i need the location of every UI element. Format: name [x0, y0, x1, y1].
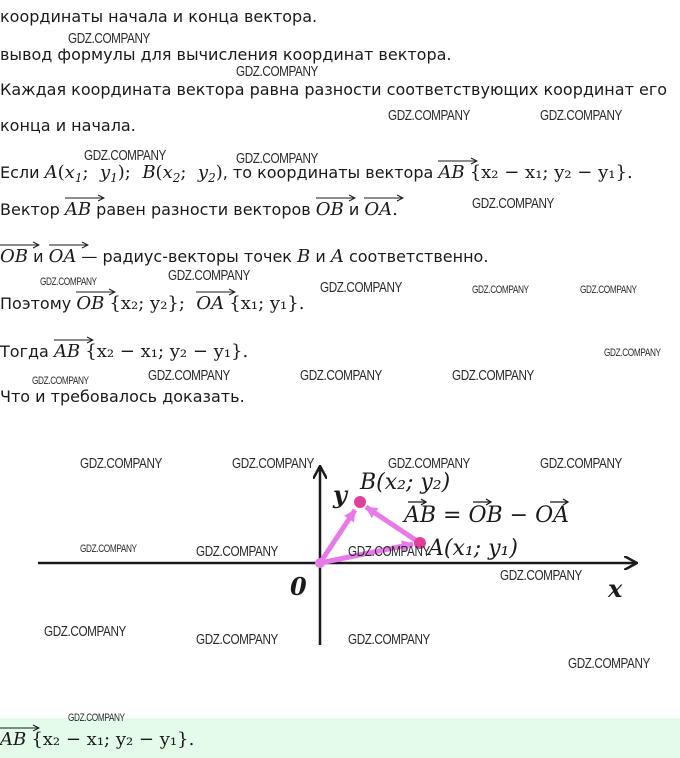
watermark: GDZ.COMPANY — [236, 150, 318, 167]
watermark: GDZ.COMPANY — [604, 347, 661, 359]
watermark: GDZ.COMPANY — [320, 279, 402, 296]
label-point-a: A(x₁; y₁) — [428, 536, 518, 561]
text-line-1: координаты начала и конца вектора. — [0, 7, 318, 26]
watermark: GDZ.COMPANY — [40, 276, 97, 288]
formula-line-therefore: Поэтому OB {x₂; y₂}; OA {x₁; y₁}. — [0, 293, 304, 315]
watermark: GDZ.COMPANY — [452, 367, 534, 384]
point-b — [354, 496, 366, 508]
watermark: GDZ.COMPANY — [148, 367, 230, 384]
watermark: GDZ.COMPANY — [300, 367, 382, 384]
formula-line-radius: OB и OA — радиус-векторы точек B и A соответственно. — [0, 246, 488, 268]
vector-ab: AB — [438, 162, 464, 184]
text-line-3: Каждая координата вектора равна разности соответствующих координат его — [0, 80, 668, 99]
watermark: GDZ.COMPANY — [348, 543, 430, 560]
text-line-2: вывод формулы для вычисления координат вектора. — [0, 45, 452, 64]
answer-coordinates: {x₂ − x₁; y₂ − y₁}. — [31, 729, 195, 750]
watermark: GDZ.COMPANY — [80, 455, 162, 472]
watermark: GDZ.COMPANY — [68, 30, 150, 47]
watermark: GDZ.COMPANY — [540, 455, 622, 472]
watermark: GDZ.COMPANY — [388, 455, 470, 472]
answer-box — [0, 718, 680, 758]
watermark: GDZ.COMPANY — [68, 712, 125, 724]
axis-x-label: x — [608, 574, 623, 603]
watermark: GDZ.COMPANY — [32, 375, 89, 387]
watermark: GDZ.COMPANY — [540, 107, 622, 124]
watermark: GDZ.COMPANY — [500, 567, 582, 584]
formula-line-if: Если $A(x_1$; $y_1$); $B(x_2$; $y_2$), то координаты вектора AB {x₂ − x₁; y₂ − y₁}. — [0, 162, 633, 189]
watermark: GDZ.COMPANY — [568, 655, 650, 672]
axis-y-label: y — [333, 480, 347, 509]
watermark: GDZ.COMPANY — [472, 284, 529, 296]
watermark: GDZ.COMPANY — [348, 631, 430, 648]
point-origin — [315, 558, 325, 568]
qed-text: Что и требовалось доказать. — [0, 387, 245, 406]
watermark: GDZ.COMPANY — [168, 267, 250, 284]
diagram-formula — [402, 499, 569, 528]
text-line-4: конца и начала. — [0, 116, 136, 135]
watermark: GDZ.COMPANY — [232, 455, 314, 472]
watermark: GDZ.COMPANY — [44, 623, 126, 640]
svg-text:AB = OB − OA: AB = OB − OA — [404, 503, 570, 528]
answer-vector: AB — [0, 729, 26, 751]
watermark: GDZ.COMPANY — [84, 147, 166, 164]
origin-label: 0 — [290, 572, 307, 601]
watermark: GDZ.COMPANY — [80, 543, 137, 555]
ab-coordinates: {x₂ − x₁; y₂ − y₁} — [469, 162, 627, 183]
watermark: GDZ.COMPANY — [472, 195, 554, 212]
watermark: GDZ.COMPANY — [236, 63, 318, 80]
watermark: GDZ.COMPANY — [388, 107, 470, 124]
formula-line-then: Тогда AB {x₂ − x₁; y₂ − y₁}. — [0, 341, 248, 363]
watermark: GDZ.COMPANY — [580, 284, 637, 296]
watermark: GDZ.COMPANY — [196, 543, 278, 560]
watermark: GDZ.COMPANY — [196, 631, 278, 648]
formula-line-vector: Вектор AB равен разности векторов OB и OA . — [0, 199, 398, 221]
label-point-b: B(x₂; y₂) — [360, 470, 451, 495]
